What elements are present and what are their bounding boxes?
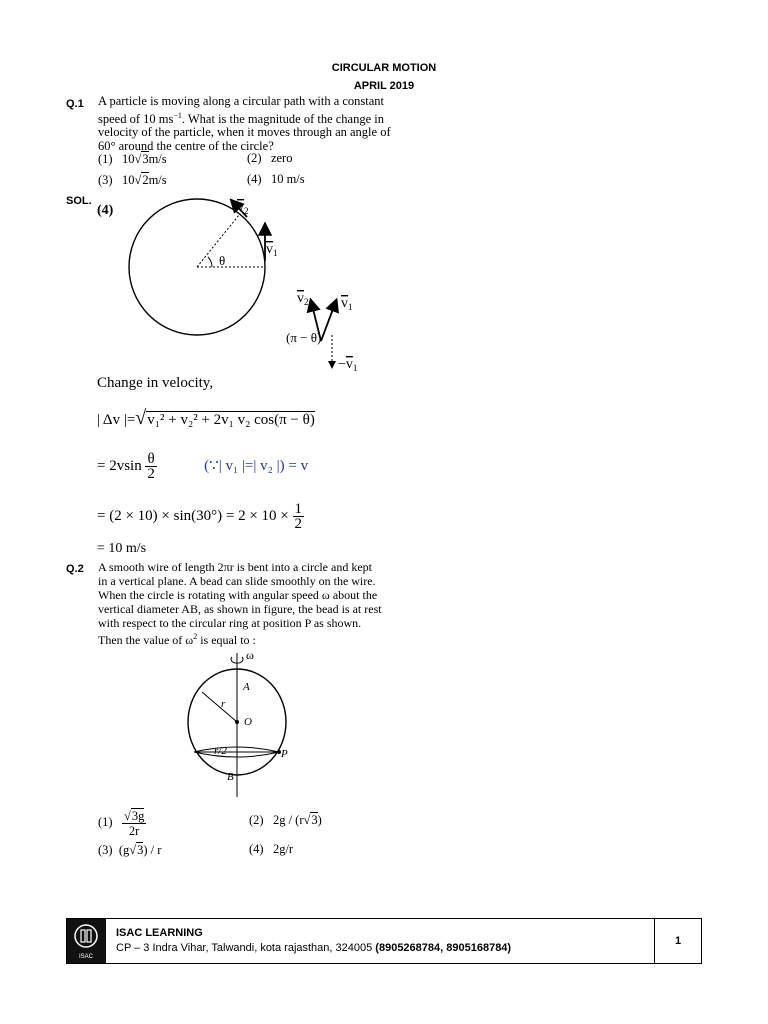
- equation-2-note: (∵| v₁ |=| v₂ |) = v: [204, 457, 309, 474]
- question-2-text: A smooth wire of length 2πr is bent into a circle and kept in a vertical plane. A bead can slide smoothly on the wire. When the circle is rotating with angular speed ω about the vertical diameter AB, as shown in figure, the bead is at rest with respect to the circular ring at position P as shown. Then the value of $\omega^2$ is equal to :: [98, 560, 382, 647]
- q2-option-1: (1) $\frac{√3g}{2r}$: [98, 809, 145, 838]
- equation-2: = 2vsin $\frac{\theta}{2}$ (∵| v₁ |=| v₂ |) = v: [97, 451, 309, 482]
- isac-logo: [67, 919, 106, 963]
- v2-label: $v_2$: [237, 200, 249, 216]
- question-2-label: Q.2: [66, 563, 84, 575]
- angle-arc: [208, 257, 212, 267]
- r-half-label: r/2: [214, 745, 227, 757]
- footer: [66, 918, 702, 964]
- equation-4: = 10 m/s: [97, 541, 147, 556]
- p-label: P: [281, 748, 288, 760]
- question-1-label: Q.1: [66, 98, 84, 110]
- q1-option-2: (2) zero: [247, 151, 293, 165]
- footer-phones: (8905268784, 8905168784): [375, 942, 512, 954]
- solution-answer: (4): [97, 203, 114, 218]
- q1-option-1: (1) 10√3m/s: [98, 152, 167, 166]
- logo-icon: [67, 919, 106, 963]
- minus-v1-label: $-v_1$: [338, 357, 358, 373]
- b-label: B: [227, 771, 234, 783]
- theta-label: θ: [219, 253, 226, 268]
- radius-dashed-2: [197, 215, 239, 267]
- v1-vector-label: $v_1$: [341, 296, 353, 312]
- change-in-velocity-label: Change in velocity,: [97, 375, 214, 391]
- footer-address: CP – 3 Indra Vihar, Talwandi, kota rajasthan, 324005 (8905268784, 8905168784): [116, 942, 512, 954]
- r-label: r: [221, 698, 226, 710]
- v2-vector-label: $v_2$: [297, 291, 309, 307]
- page-title: CIRCULAR MOTION: [331, 62, 437, 74]
- page-number: 1: [654, 919, 701, 963]
- pi-minus-theta-label: (π − θ): [286, 330, 322, 345]
- equation-3: = (2 × 10) × sin(30°) = 2 × 10 × $\frac{1}{2}$: [97, 501, 302, 532]
- q2-option-3: (3) (g√3) / r: [98, 843, 162, 857]
- q2-option-2: (2) 2g / (r√3): [249, 813, 322, 827]
- omega-label: ω: [246, 648, 254, 662]
- q1-option-4: (4) 10 m/s: [247, 172, 305, 186]
- q2-option-4: (4) 2g/r: [249, 842, 294, 856]
- o-label: O: [244, 716, 252, 728]
- page-date: APRIL 2019: [353, 80, 415, 92]
- q1-velocity-diagram: [120, 195, 390, 380]
- center-dot: [235, 720, 239, 724]
- q2-bead-diagram: [180, 645, 310, 800]
- footer-title: ISAC LEARNING: [116, 927, 203, 939]
- v1-vector: [321, 301, 336, 341]
- equation-1: | Δv |=√v₁² + v₂² + 2v₁ v₂ cos(π − θ): [97, 407, 315, 429]
- question-1-text: A particle is moving along a circular path with a constant speed of 10 $ms^{-1}$. What is the magnitude of the change in velocity of the particle, when it moves through an angle of 60° around the centre of the circle?: [98, 94, 391, 153]
- radius-line: [202, 692, 237, 722]
- solution-label: SOL.: [66, 195, 92, 207]
- q1-option-3: (3) 10√2m/s: [98, 173, 167, 187]
- a-label: A: [243, 681, 250, 693]
- logo-text: ISAC: [78, 954, 94, 960]
- v1-label: $v_1$: [266, 242, 278, 258]
